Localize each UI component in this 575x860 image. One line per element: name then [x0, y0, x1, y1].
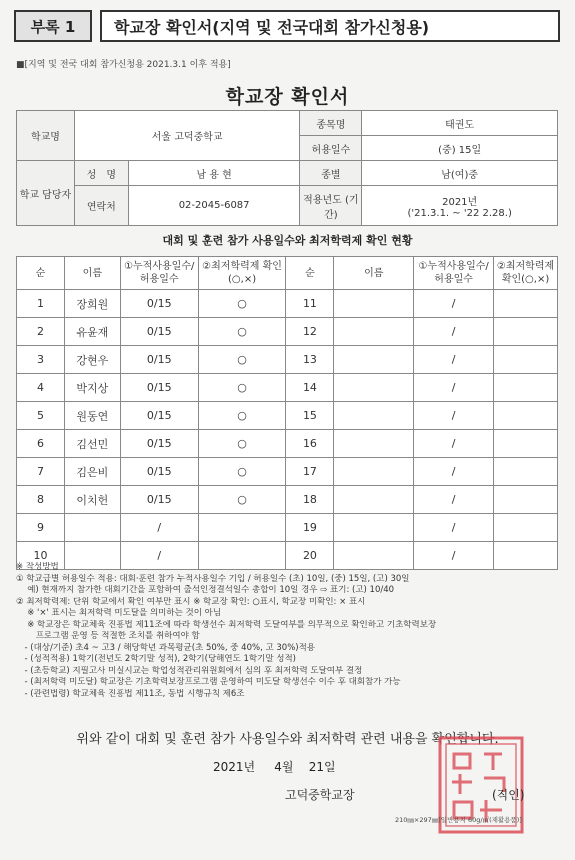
student-no: 7 — [17, 458, 65, 486]
instruction-line: - (대상/기준) 초4 ~ 고3 / 해당학년 과목평균(초 50%, 중 40%, 고 30%)적용 — [16, 642, 316, 653]
student-min-level — [198, 514, 286, 542]
col-name-right: 이름 — [334, 257, 414, 290]
student-min-level — [494, 318, 558, 346]
instructions — [16, 562, 561, 700]
document-title: 학교장 확인서 — [225, 86, 350, 108]
appendix-label: 부록 1 — [14, 10, 92, 42]
instruction-line: - (관련법령) 학교체육 진흥법 제11조, 동법 시행규칙 제6조 — [16, 688, 245, 699]
confirmation-statement: 위와 같이 대회 및 훈련 참가 사용일수와 최저학력 관련 내용을 확인합니다. — [76, 732, 499, 747]
student-no: 1 — [17, 290, 65, 318]
instruction-line: ※ 학교장은 학교체육 진흥법 제11조에 따라 학생선수 최저학력 도달여부를 의무적으로 확인하고 기초학력보장 — [16, 619, 437, 630]
student-no: 15 — [286, 402, 334, 430]
name-value: 남 용 현 — [128, 161, 300, 186]
student-name: 박지상 — [64, 374, 120, 402]
student-no: 14 — [286, 374, 334, 402]
student-no: 12 — [286, 318, 334, 346]
date-day: 21일 — [308, 760, 336, 774]
student-min-level: ○ — [198, 430, 286, 458]
student-days: / — [414, 486, 494, 514]
applicability-note: ■[지역 및 전국 대회 참가신청용 2021.3.1 이후 적용] — [16, 60, 231, 70]
student-name — [334, 374, 414, 402]
table-row — [17, 374, 558, 402]
student-min-level — [494, 486, 558, 514]
col-days-right: ①누적사용일수/ 허용일수 — [414, 257, 494, 290]
student-days: / — [414, 374, 494, 402]
student-min-level — [494, 290, 558, 318]
col-no-left: 순 — [17, 257, 65, 290]
instruction-line: ※ '×' 표시는 최저학력 미도달을 의미하는 것이 아님 — [16, 608, 222, 618]
table-row — [17, 346, 558, 374]
date-month: 4월 — [274, 760, 294, 774]
student-name: 장희원 — [64, 290, 120, 318]
student-days: / — [120, 514, 198, 542]
principal-name: 고덕중학교장 — [285, 788, 355, 802]
student-days: / — [120, 542, 198, 570]
allowed-days-value: (중) 15일 — [362, 136, 558, 161]
student-name: 유윤재 — [64, 318, 120, 346]
student-min-level: ○ — [198, 290, 286, 318]
table-row — [17, 318, 558, 346]
student-days: 0/15 — [120, 346, 198, 374]
student-days: 0/15 — [120, 374, 198, 402]
period-value: ('21.3.1. ~ '22 2.28.) — [407, 207, 512, 219]
year-value: 2021년 — [442, 196, 478, 208]
table-title: 대회 및 훈련 참가 사용일수와 최저학력제 확인 현황 — [162, 234, 413, 247]
student-days: / — [414, 514, 494, 542]
school-value: 서울 고덕중학교 — [74, 111, 300, 161]
table-row — [17, 430, 558, 458]
student-name: 강현우 — [64, 346, 120, 374]
student-name — [334, 458, 414, 486]
student-name — [334, 318, 414, 346]
seal-label: (직인) — [492, 788, 525, 802]
student-name — [334, 486, 414, 514]
student-name — [64, 514, 120, 542]
category-value: 남(여)중 — [362, 161, 558, 186]
event-value: 태권도 — [362, 111, 558, 136]
student-name — [334, 290, 414, 318]
student-name — [334, 346, 414, 374]
instruction-line: - (최저학력 미도달) 학교장은 기초학력보장프로그램 운영하여 미도달 학생선수 이수 후 대회참가 가능 — [16, 677, 401, 687]
name-label: 성 명 — [74, 161, 128, 186]
student-name: 김선민 — [64, 430, 120, 458]
school-label: 학교명 — [17, 111, 75, 161]
student-days: / — [414, 346, 494, 374]
student-days: / — [414, 458, 494, 486]
student-days: 0/15 — [120, 458, 198, 486]
student-name: 이치헌 — [64, 486, 120, 514]
instruction-line: 예) 현재까지 참가한 대회기간을 포함하여 출석인정결석일수 총합이 10일 경우 ⇨ 표기: (고) 10/40 — [16, 585, 395, 595]
instruction-line: ① 학교급별 허용일수 적용: 대회·훈련 참가 누적사용일수 기입 / 허용일수 (초) 10일, (중) 15일, (고) 30일 — [16, 573, 410, 584]
category-label: 종별 — [300, 161, 362, 186]
student-days: 0/15 — [120, 430, 198, 458]
instruction-line: 프로그램 운영 등 적절한 조치를 취하여야 함 — [16, 631, 200, 641]
student-days: 0/15 — [120, 486, 198, 514]
student-days: / — [414, 402, 494, 430]
student-no: 5 — [17, 402, 65, 430]
student-min-level — [494, 514, 558, 542]
year-label: 적용년도 (기간) — [300, 186, 362, 226]
student-min-level — [494, 374, 558, 402]
student-name: 원동연 — [64, 402, 120, 430]
student-min-level — [494, 430, 558, 458]
student-name — [334, 402, 414, 430]
info-table — [16, 110, 558, 226]
instruction-line: - (성적적용) 1학기(전년도 2학기말 성적), 2학기(당해연도 1학기말 성적) — [16, 654, 296, 664]
student-no: 4 — [17, 374, 65, 402]
student-name: 김은비 — [64, 458, 120, 486]
col-days-left: ①누적사용일수/ 허용일수 — [120, 257, 198, 290]
student-no: 2 — [17, 318, 65, 346]
student-days: 0/15 — [120, 290, 198, 318]
instruction-line: - (초등학교) 지필고사 미실시교는 학업성적관리위원회에서 심의 후 최저학력 도달여부 결정 — [16, 665, 363, 676]
table-row — [17, 402, 558, 430]
student-days: 0/15 — [120, 318, 198, 346]
student-min-level: ○ — [198, 486, 286, 514]
date — [213, 758, 336, 775]
student-no: 9 — [17, 514, 65, 542]
student-no: 13 — [286, 346, 334, 374]
student-no: 18 — [286, 486, 334, 514]
date-year: 2021년 — [213, 760, 256, 774]
staff-label: 학교 담당자 — [17, 161, 75, 226]
table-row — [17, 514, 558, 542]
instruction-line: ※ 작성방법 — [16, 562, 59, 572]
instruction-line: ② 최저학력제: 단위 학교에서 확인 여부만 표시 ※ 학교장 확인: ○표시, 학교장 미확인: × 표시 — [16, 596, 366, 607]
table-row — [17, 486, 558, 514]
student-min-level: ○ — [198, 402, 286, 430]
student-min-level: ○ — [198, 374, 286, 402]
contact-value: 02-2045-6087 — [128, 186, 300, 226]
student-min-level: ○ — [198, 346, 286, 374]
col-min-left: ②최저학력제 확인(○,×) — [198, 257, 286, 290]
student-no: 19 — [286, 514, 334, 542]
student-min-level — [494, 458, 558, 486]
allowed-days-label: 허용일수 — [300, 136, 362, 161]
student-no: 6 — [17, 430, 65, 458]
table-row — [17, 290, 558, 318]
student-no: 11 — [286, 290, 334, 318]
student-table — [16, 256, 558, 570]
col-min-right: ②최저학력제 확인(○,×) — [494, 257, 558, 290]
student-days: / — [414, 290, 494, 318]
paper-spec-footer: 210㎜×297㎜[일반용지 60g/㎡(재활용품)] — [395, 816, 522, 824]
student-no: 3 — [17, 346, 65, 374]
student-days: / — [414, 318, 494, 346]
col-no-right: 순 — [286, 257, 334, 290]
col-name-left: 이름 — [64, 257, 120, 290]
student-name — [334, 514, 414, 542]
student-min-level: ○ — [198, 458, 286, 486]
student-min-level — [494, 402, 558, 430]
student-days: / — [414, 430, 494, 458]
student-no: 20 — [286, 542, 334, 570]
student-name — [334, 430, 414, 458]
student-days: / — [414, 542, 494, 570]
header-title: 학교장 확인서(지역 및 전국대회 참가신청용) — [100, 10, 560, 42]
event-label: 종목명 — [300, 111, 362, 136]
student-min-level — [494, 346, 558, 374]
student-days: 0/15 — [120, 402, 198, 430]
year-cell — [362, 186, 558, 226]
student-min-level: ○ — [198, 318, 286, 346]
student-no: 16 — [286, 430, 334, 458]
student-no: 17 — [286, 458, 334, 486]
student-no: 10 — [17, 542, 65, 570]
contact-label: 연락처 — [74, 186, 128, 226]
table-row — [17, 458, 558, 486]
student-no: 8 — [17, 486, 65, 514]
